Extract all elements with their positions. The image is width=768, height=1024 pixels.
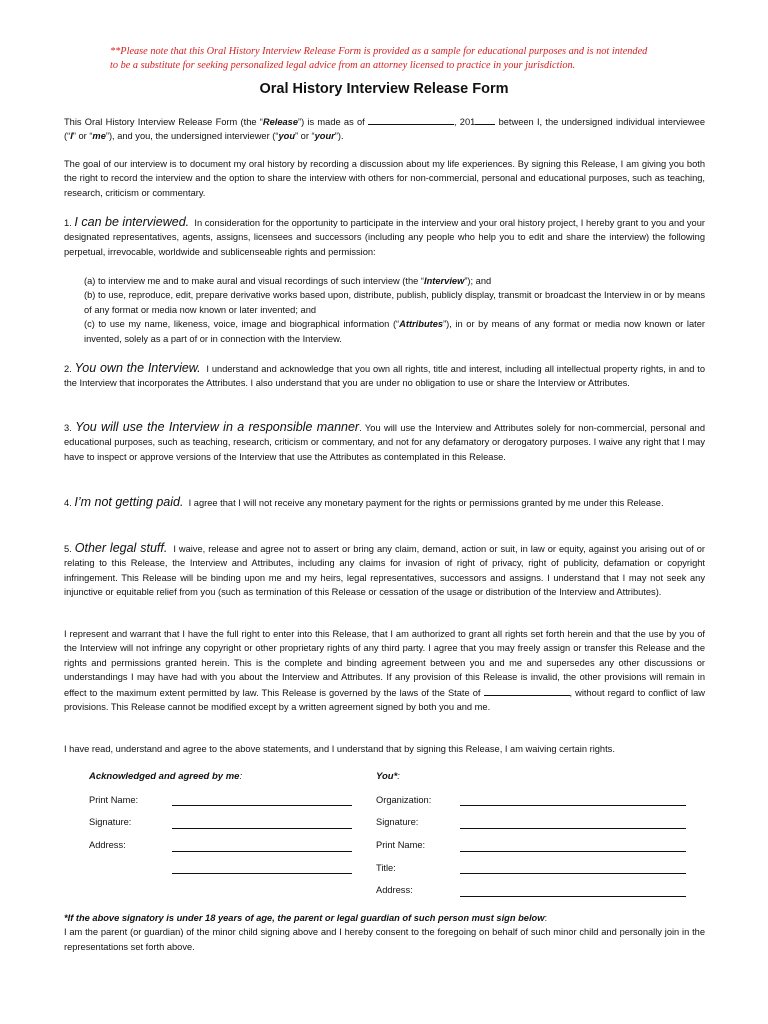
minor-consent: *If the above signatory is under 18 years of age, the parent or legal guardian of such person must sign below: I am the parent (or guardian) of the minor child signing above and I hereby consent to the foregoing on behalf of such minor child and personally join in the representations set forth above. [64,911,705,954]
state-blank[interactable] [484,685,570,696]
page-title: Oral History Interview Release Form [259,81,509,97]
notice-line-1: **Please note that this Oral History Interview Release Form is provided as a sample for educational purposes and is not intended [110,46,648,57]
section-4-body: I agree that I will not receive any monetary payment for the rights or permissions granted by me under this Release. [188,498,664,508]
acknowledgement-paragraph: I have read, understand and agree to the above statements, and I understand that by signing this Release, I am waiving certain rights. [64,744,615,754]
intro-paragraph: This Oral History Interview Release Form (the “Release”) is made as of , 201 between I, the undersigned individual interviewee (“I” or “me”), and you, the undersigned interviewer (“you” or “your”). [64,114,705,144]
section-5-body: I waive, release and agree not to assert or bring any claim, demand, action or suit, in law or equity, against you arising out of or relating to this Release, the Interview and Attributes, including any claims for invasion of right of privacy, right of publicity, defamation or copyright infringement. This Release will be binding upon me and my heirs, legal representatives, successors and assigns. I understand that I may not seek any injunctive or equitable relief from you (such as termination of this Release or cessation of the usage or distribution of the Interview and Attributes). [64,544,705,598]
left-address-field-1[interactable] [172,851,352,852]
right-address-label: Address: [376,885,413,895]
section-4: 4. I’m not getting paid. I agree that I will not receive any monetary payment for the rights or permissions granted by me under this Release. [64,495,664,509]
section-5: 5. Other legal stuff. I waive, release and agree not to assert or bring any claim, demand, action or suit, in law or equity, against you arising out of or relating to this Release, the Interview and Attributes, including any claims for invasion of right of privacy, right of publicity, defamation or copyright infringement. This Release will be binding upon me and my heirs, legal representatives, successors and assigns. I understand that I may not seek any injunctive or equitable relief from you (such as termination of this Release or cessation of the usage or distribution of the Interview and Attributes). [64,541,705,598]
section-2-heading: You own the Interview. [74,361,201,375]
warranty-paragraph: I represent and warrant that I have the full right to enter into this Release, that I am authorized to grant all rights set forth herein and that the use by you of the Interview will not infringe any copyright or other proprietary rights of any third party. I agree that you may freely assign or transfer this Release and the rights and permissions granted herein. This is the complete and binding agreement between you and me and supersedes any other discussions or understandings I may have had with you about the Interview and Attributes. If any provision of this Release is invalid, the other provisions will remain in effect to the maximum extent permitted by law. This Release is governed by the laws of the State of , without regard to conflict of law provisions. This Release cannot be modified except by a written agreement signed by both you and me. [64,629,705,713]
goal-paragraph: The goal of our interview is to document my oral history by recording a discussion about my life experiences. By signing this Release, I am giving you both the right to record the interview and the option to share the interview with others for non-commercial, personal and educational purposes, such as teaching, research, criticism or commentary. [64,159,705,198]
section-2: 2. You own the Interview. I understand and acknowledge that you own all rights, title and interest, including all intellectual property rights, in and to the Interview that incorporates the Attributes. I also understand that you are under no obligation to use or share the Interview or Attributes. [64,361,706,389]
right-title-field[interactable] [460,873,686,874]
section-3-body: . You will use the Interview and Attributes solely for non-commercial, personal and educational purposes, such as teaching, research, criticism or commentary, and not for any defamatory or derogatory purposes. I waive any right that I may have to inspect or approve versions of the Interview that use the Attributes as contemplated in this Release. [64,423,705,462]
section-3: 3. You will use the Interview in a responsible manner. You will use the Interview and Attributes solely for non-commercial, personal and educational purposes, such as teaching, research, criticism or commentary, and not for any defamatory or derogatory purposes. I waive any right that I may have to inspect or approve versions of the Interview that use the Attributes as contemplated in this Release. [64,420,705,462]
left-print-name-field[interactable] [172,805,352,806]
minor-consent-heading: *If the above signatory is under 18 years of age, the parent or legal guardian of such person must sign below [64,913,545,923]
section-1-body: In consideration for the opportunity to participate in the interview and your oral history project, I hereby grant to you and your designated representatives, agents, assigns, licensees and successors (including any people who help you to edit and share the interview) the following perpetual, irrevocable, worldwide and sublicenseable rights and permission: [64,218,705,257]
section-4-heading: I’m not getting paid. [74,495,184,509]
right-title-label: Title: [376,863,396,873]
right-signature-label: Signature: [376,817,419,827]
subitem-c: (c) to use my name, likeness, voice, image and biographical information (“Attributes”), in or by means of any format or media now known or later invented, solely as a part of or in connection with the Interview. [84,319,705,344]
right-print-name-label: Print Name: [376,840,426,850]
right-print-name-field[interactable] [460,851,686,852]
left-address-field-2[interactable] [172,873,352,874]
date-blank[interactable] [368,114,454,125]
section-1: 1. I can be interviewed. In consideration for the opportunity to participate in the interview and your oral history project, I hereby grant to you and your designated representatives, agents, assigns, licensees and successors (including any people who help you to edit and share the interview) the following perpetual, irrevocable, worldwide and sublicenseable rights and permission: [64,215,705,257]
left-signature-heading: Acknowledged and agreed by me: [89,771,243,782]
subitem-b: (b) to use, reproduce, edit, prepare derivative works based upon, distribute, publish, publicly display, transmit or broadcast the Interview in or by means of any format or media now known or later invented; and [84,290,705,315]
notice-line-2: to be a substitute for seeking personalized legal advice from an attorney licensed to practice in your jurisdiction. [110,60,576,71]
section-3-heading: You will use the Interview in a responsible manner [75,420,360,434]
section-1-heading: I can be interviewed. [74,215,190,229]
section-5-heading: Other legal stuff. [74,541,168,555]
subitems-list [84,274,705,346]
left-address-label: Address: [89,840,126,850]
right-signature-heading: You*: [376,771,400,782]
right-organization-field[interactable] [460,805,686,806]
educational-notice [110,45,710,73]
section-2-body: I understand and acknowledge that you own all rights, title and interest, including all intellectual property rights, in and to the Interview that incorporates the Attributes. I also understand that you are under no obligation to use or share the Interview or Attributes. [64,364,706,389]
right-organization-label: Organization: [376,795,432,805]
left-signature-field[interactable] [172,828,352,829]
left-signature-label: Signature: [89,817,132,827]
right-address-field[interactable] [460,896,686,897]
minor-consent-body: I am the parent (or guardian) of the minor child signing above and I hereby consent to the foregoing on behalf of such minor child and personally join in the representations set forth above. [64,927,705,952]
subitem-a: (a) to interview me and to make aural and visual recordings of such interview (the “Interview”); and [84,276,492,286]
year-blank[interactable] [475,114,495,125]
right-signature-field[interactable] [460,828,686,829]
left-print-name-label: Print Name: [89,795,139,805]
